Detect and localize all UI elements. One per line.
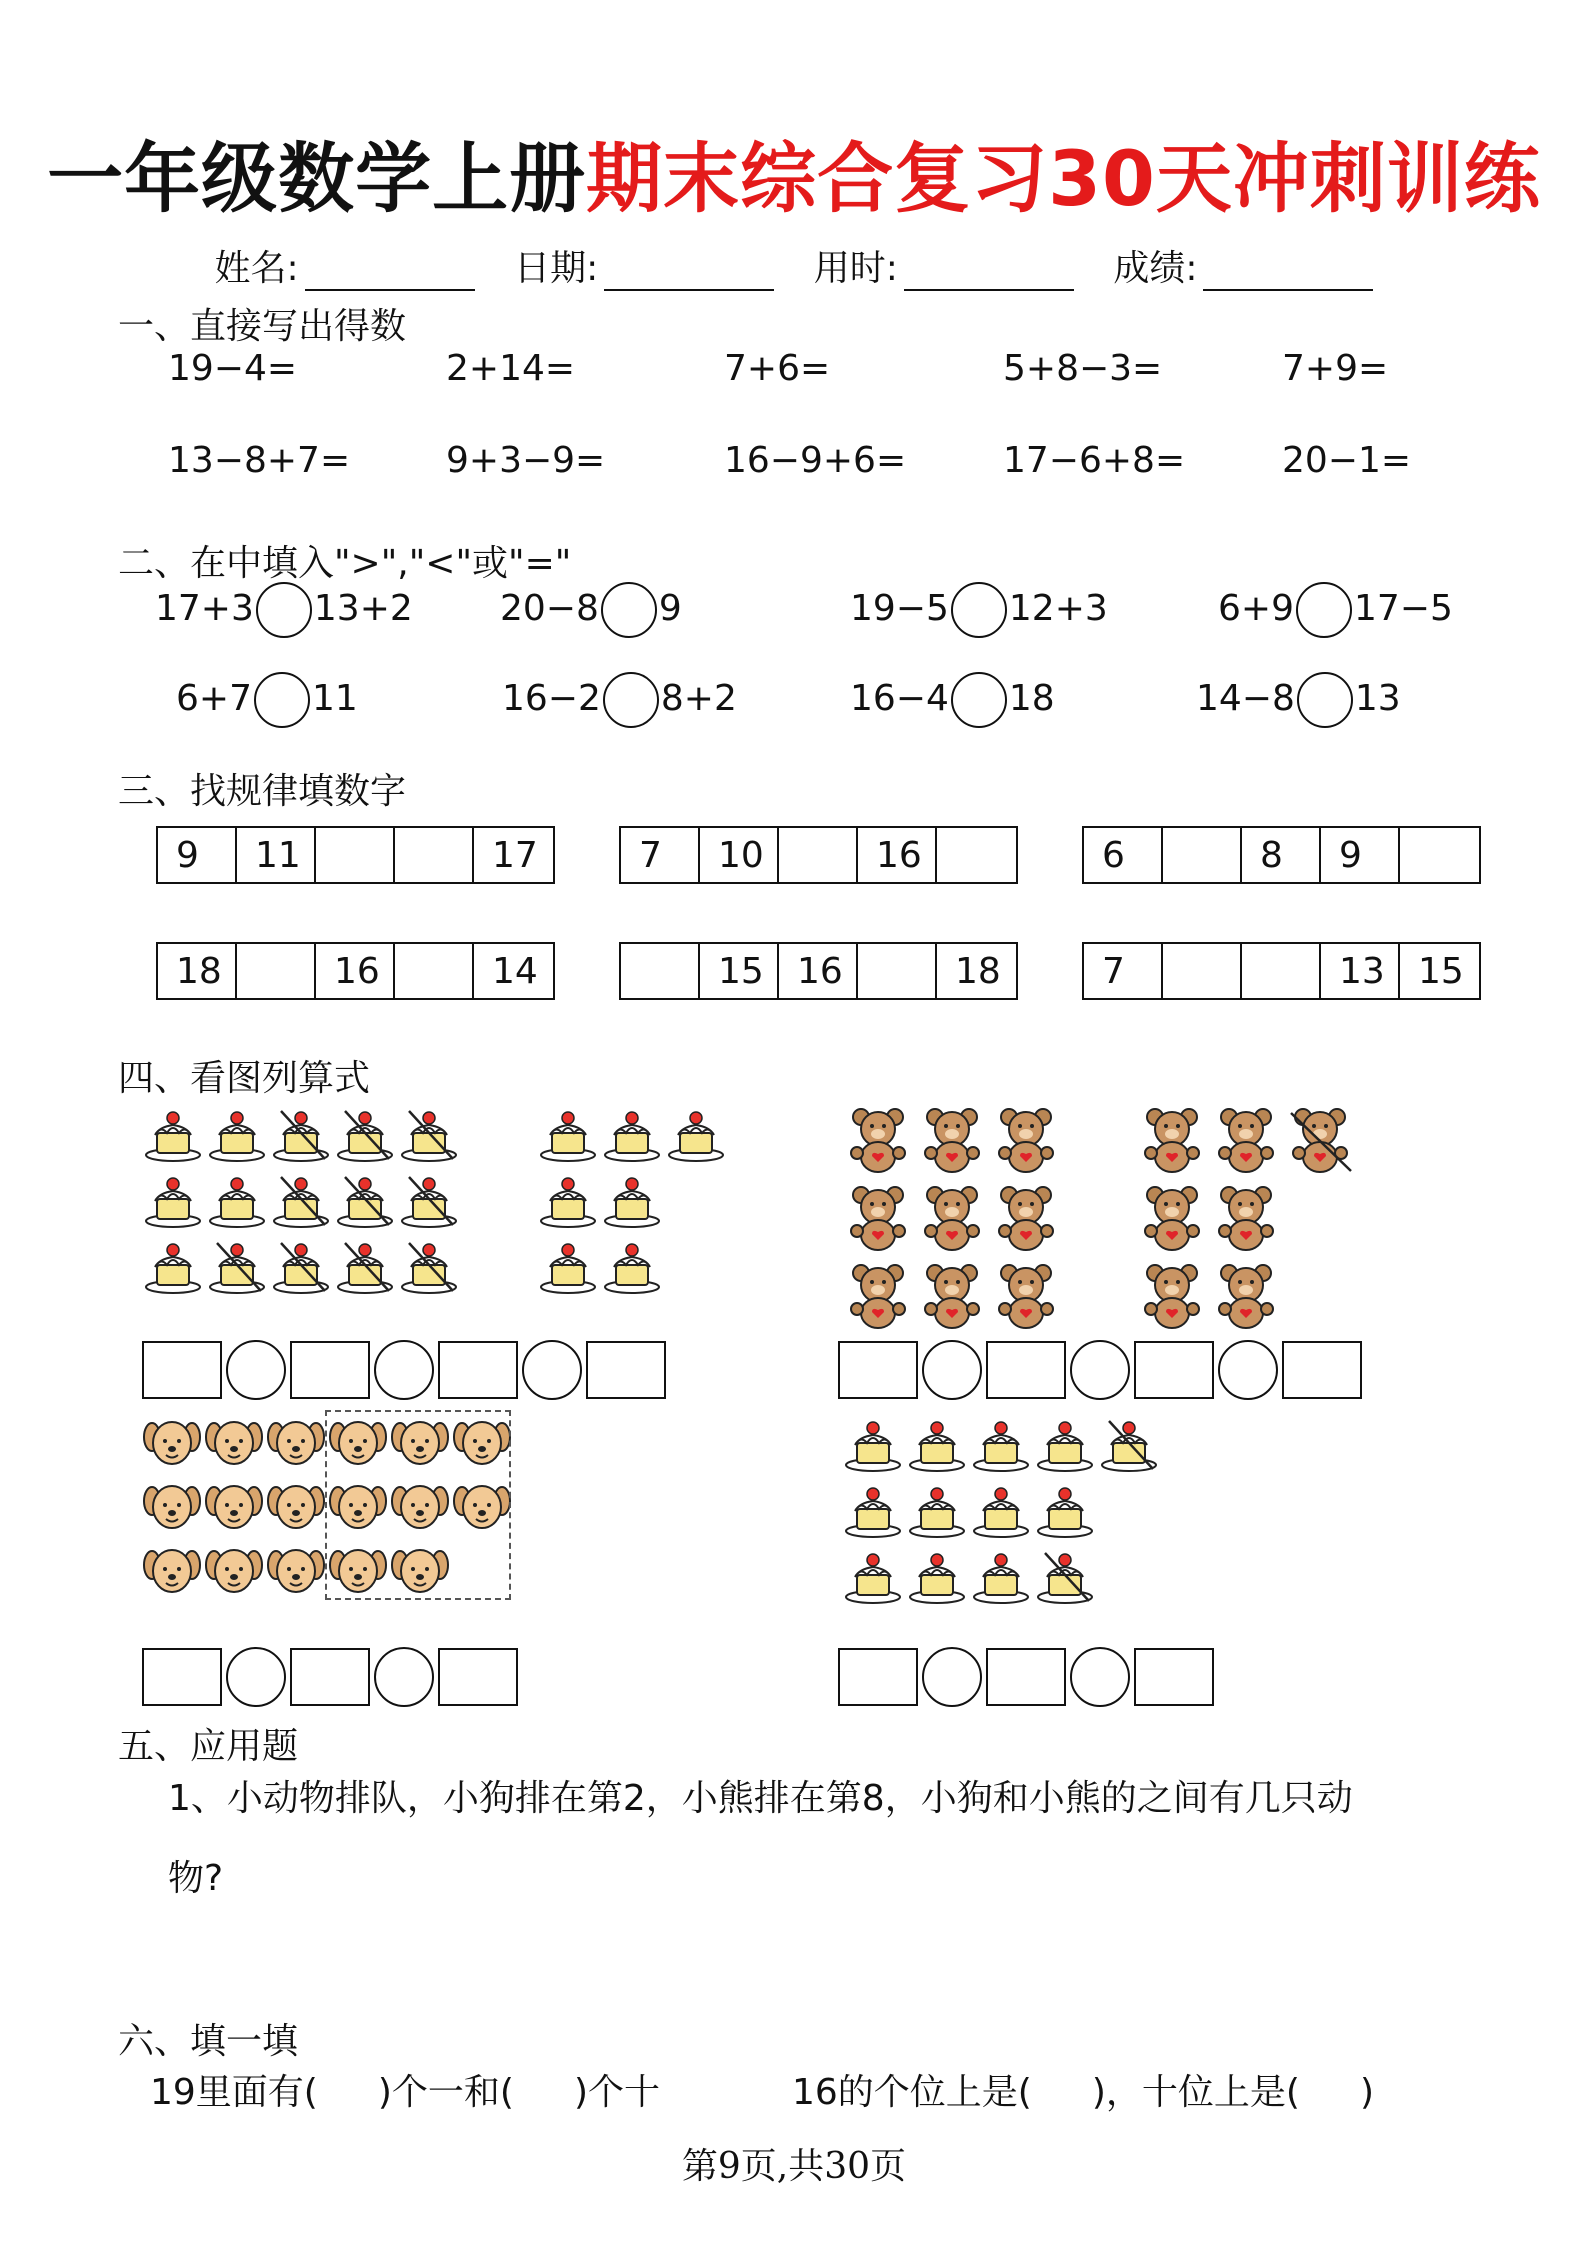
cake-icon	[843, 1547, 903, 1609]
compare-circle[interactable]	[951, 672, 1007, 728]
answer-box[interactable]	[586, 1341, 666, 1399]
cake-icon	[1099, 1415, 1159, 1477]
section-5-heading: 五、应用题	[118, 1726, 299, 1767]
seq-cell[interactable]: 8	[1242, 828, 1321, 882]
operator-circle[interactable]	[1070, 1340, 1130, 1400]
seq-cell[interactable]: 14	[492, 950, 538, 992]
seq-cell[interactable]	[1242, 944, 1321, 998]
teddy-bear-icon	[917, 1261, 987, 1335]
operator-circle[interactable]	[922, 1647, 982, 1707]
dog-face-icon	[205, 1479, 263, 1539]
teddy-bear-icon	[991, 1261, 1061, 1335]
dog-face-icon	[205, 1543, 263, 1603]
seq-cell[interactable]: 9	[158, 828, 237, 882]
compare-item: 16−2 8+2	[502, 672, 737, 728]
cake-icon	[335, 1105, 395, 1167]
sequence-row	[156, 942, 555, 1000]
seq-cell[interactable]	[395, 828, 474, 882]
compare-item: 16−4 18	[850, 672, 1055, 728]
seq-cell[interactable]	[237, 944, 316, 998]
cake-icon	[538, 1105, 598, 1167]
answer-row	[838, 1340, 1366, 1400]
seq-cell[interactable]: 15	[1418, 950, 1464, 992]
cake-icon	[399, 1171, 459, 1233]
teddy-bear-icon	[1285, 1105, 1355, 1179]
seq-cell[interactable]: 9	[1321, 828, 1400, 882]
bear-group-left	[843, 1105, 1061, 1335]
compare-item: 14−8 13	[1196, 672, 1401, 728]
word-problem-line2: 物?	[168, 1858, 224, 1899]
answer-row	[142, 1340, 670, 1400]
dog-face-icon	[267, 1543, 325, 1603]
operator-circle[interactable]	[1070, 1647, 1130, 1707]
title-black: 一年级数学上册	[47, 134, 587, 223]
answer-box[interactable]	[986, 1648, 1066, 1706]
cake-icon	[271, 1105, 331, 1167]
cake-icon	[666, 1105, 726, 1167]
teddy-bear-icon	[1211, 1261, 1281, 1335]
calc-item: 16−9+6=	[724, 440, 907, 481]
teddy-bear-icon	[1137, 1105, 1207, 1179]
section-4-heading: 四、看图列算式	[118, 1058, 371, 1099]
section-6-heading: 六、填一填	[118, 2021, 299, 2062]
section-2-heading: 二、在中填入">","<"或"="	[118, 543, 572, 584]
cake-group-right	[538, 1105, 726, 1299]
cake-icon	[907, 1481, 967, 1543]
calc-item: 7+9=	[1282, 348, 1389, 389]
dog-face-icon	[267, 1415, 325, 1475]
cake-icon	[335, 1171, 395, 1233]
cake-icon	[1035, 1415, 1095, 1477]
teddy-bear-icon	[991, 1183, 1061, 1257]
dog-face-icon	[143, 1543, 201, 1603]
section-1-heading: 一、直接写出得数	[118, 306, 407, 347]
compare-circle[interactable]	[256, 582, 312, 638]
cake-icon	[399, 1105, 459, 1167]
teddy-bear-icon	[1137, 1183, 1207, 1257]
answer-row	[142, 1647, 522, 1707]
calc-item: 17−6+8=	[1003, 440, 1186, 481]
sequence-row	[619, 942, 1018, 1000]
cake-icon	[971, 1481, 1031, 1543]
compare-item: 6+7 11	[176, 672, 358, 728]
teddy-bear-icon	[917, 1183, 987, 1257]
operator-circle[interactable]	[922, 1340, 982, 1400]
seq-cell[interactable]: 11	[237, 828, 316, 882]
cake-icon	[843, 1481, 903, 1543]
cake-icon	[207, 1105, 267, 1167]
cake-icon	[399, 1237, 459, 1299]
dog-face-icon	[143, 1479, 201, 1539]
calc-item: 9+3−9=	[446, 440, 606, 481]
answer-box[interactable]	[986, 1341, 1066, 1399]
cake-icon	[907, 1547, 967, 1609]
seq-cell[interactable]: 18	[158, 944, 237, 998]
seq-cell[interactable]: 13	[1321, 944, 1400, 998]
word-problem-line1: 1、小动物排队，小狗排在第2，小熊排在第8，小狗和小熊的之间有几只动	[168, 1778, 1353, 1819]
seq-cell[interactable]: 16	[779, 944, 858, 998]
answer-row	[838, 1647, 1218, 1707]
cake-icon	[971, 1415, 1031, 1477]
calc-item: 2+14=	[446, 348, 576, 389]
seq-cell[interactable]	[1400, 828, 1479, 882]
page-footer: 第9页,共30页	[681, 2146, 907, 2187]
sequence-row	[619, 826, 1018, 884]
teddy-bear-icon	[843, 1261, 913, 1335]
answer-box[interactable]	[1134, 1648, 1214, 1706]
sequence-row	[156, 826, 555, 884]
cake-icon	[143, 1105, 203, 1167]
operator-circle[interactable]	[226, 1647, 286, 1707]
dashed-box	[325, 1410, 511, 1600]
cake-icon	[907, 1415, 967, 1477]
answer-box[interactable]	[438, 1648, 518, 1706]
compare-item: 20−8 9	[500, 582, 682, 638]
seq-cell[interactable]: 15	[700, 944, 779, 998]
teddy-bear-icon	[1211, 1105, 1281, 1179]
answer-box[interactable]	[838, 1341, 918, 1399]
seq-cell[interactable]	[316, 828, 395, 882]
cake-icon	[271, 1237, 331, 1299]
compare-item: 17+3 13+2	[155, 582, 413, 638]
fill-question-1: 19里面有( )个一和( )个十	[150, 2072, 660, 2113]
calc-item: 5+8−3=	[1003, 348, 1163, 389]
compare-item: 19−5 12+3	[850, 582, 1108, 638]
seq-cell[interactable]	[1163, 944, 1242, 998]
answer-box[interactable]	[290, 1341, 370, 1399]
operator-circle[interactable]	[522, 1340, 582, 1400]
cake-icon	[843, 1415, 903, 1477]
operator-circle[interactable]	[374, 1647, 434, 1707]
operator-circle[interactable]	[1218, 1340, 1278, 1400]
time-field[interactable]: 用时:	[814, 248, 1074, 289]
seq-cell[interactable]: 6	[1084, 828, 1163, 882]
teddy-bear-icon	[1137, 1261, 1207, 1335]
dog-face-icon	[267, 1479, 325, 1539]
answer-box[interactable]	[1134, 1341, 1214, 1399]
date-field[interactable]: 日期:	[514, 248, 774, 289]
teddy-bear-icon	[843, 1183, 913, 1257]
cake-icon	[335, 1237, 395, 1299]
answer-box[interactable]	[142, 1341, 222, 1399]
answer-box[interactable]	[838, 1648, 918, 1706]
section-3-heading: 三、找规律填数字	[118, 771, 407, 812]
seq-cell[interactable]: 17	[492, 834, 538, 876]
operator-circle[interactable]	[374, 1340, 434, 1400]
cake-icon	[1035, 1547, 1095, 1609]
cake-icon	[538, 1171, 598, 1233]
compare-circle[interactable]	[1296, 582, 1352, 638]
seq-cell[interactable]: 7	[621, 828, 700, 882]
cake-icon	[538, 1237, 598, 1299]
seq-cell[interactable]	[937, 828, 1016, 882]
answer-box[interactable]	[1282, 1341, 1362, 1399]
info-line	[0, 240, 1588, 291]
answer-box[interactable]	[438, 1341, 518, 1399]
compare-circle[interactable]	[951, 582, 1007, 638]
seq-cell[interactable]	[395, 944, 474, 998]
dog-face-icon	[205, 1415, 263, 1475]
compare-circle[interactable]	[254, 672, 310, 728]
cake-icon	[143, 1237, 203, 1299]
cake-icon	[602, 1237, 662, 1299]
answer-box[interactable]	[290, 1648, 370, 1706]
compare-circle[interactable]	[603, 672, 659, 728]
teddy-bear-icon	[1211, 1183, 1281, 1257]
page-title	[0, 118, 1588, 227]
calc-item: 13−8+7=	[168, 440, 351, 481]
seq-cell[interactable]	[779, 828, 858, 882]
sequence-row	[1082, 826, 1481, 884]
cake-icon	[602, 1105, 662, 1167]
seq-cell[interactable]	[858, 944, 937, 998]
title-red: 期末综合复习30天冲刺训练	[586, 134, 1541, 223]
teddy-bear-icon	[917, 1105, 987, 1179]
score-field[interactable]: 成绩:	[1113, 248, 1373, 289]
compare-item: 6+9 17−5	[1218, 582, 1453, 638]
dog-face-icon	[143, 1415, 201, 1475]
fill-question-2: 16的个位上是( )，十位上是( )	[792, 2072, 1374, 2113]
answer-box[interactable]	[142, 1648, 222, 1706]
cake-icon	[207, 1171, 267, 1233]
seq-cell[interactable]: 16	[316, 944, 395, 998]
seq-cell[interactable]: 10	[700, 828, 779, 882]
cake-icon	[271, 1171, 331, 1233]
seq-cell[interactable]	[1163, 828, 1242, 882]
cake-icon	[602, 1171, 662, 1233]
cake-icon	[207, 1237, 267, 1299]
cake-icon	[1035, 1481, 1095, 1543]
seq-cell[interactable]: 18	[955, 950, 1001, 992]
seq-cell[interactable]: 7	[1084, 944, 1163, 998]
compare-circle[interactable]	[601, 582, 657, 638]
cake-icon	[971, 1547, 1031, 1609]
cake-group-bottom	[843, 1415, 1159, 1609]
bear-group-right	[1137, 1105, 1355, 1335]
operator-circle[interactable]	[226, 1340, 286, 1400]
calc-item: 19−4=	[168, 348, 298, 389]
calc-item: 20−1=	[1282, 440, 1412, 481]
cake-group-left	[143, 1105, 459, 1299]
teddy-bear-icon	[991, 1105, 1061, 1179]
sequence-row	[1082, 942, 1481, 1000]
compare-circle[interactable]	[1297, 672, 1353, 728]
calc-item: 7+6=	[724, 348, 831, 389]
name-field[interactable]: 姓名:	[215, 248, 475, 289]
teddy-bear-icon	[843, 1105, 913, 1179]
seq-cell[interactable]	[621, 944, 700, 998]
cake-icon	[143, 1171, 203, 1233]
seq-cell[interactable]: 16	[858, 828, 937, 882]
